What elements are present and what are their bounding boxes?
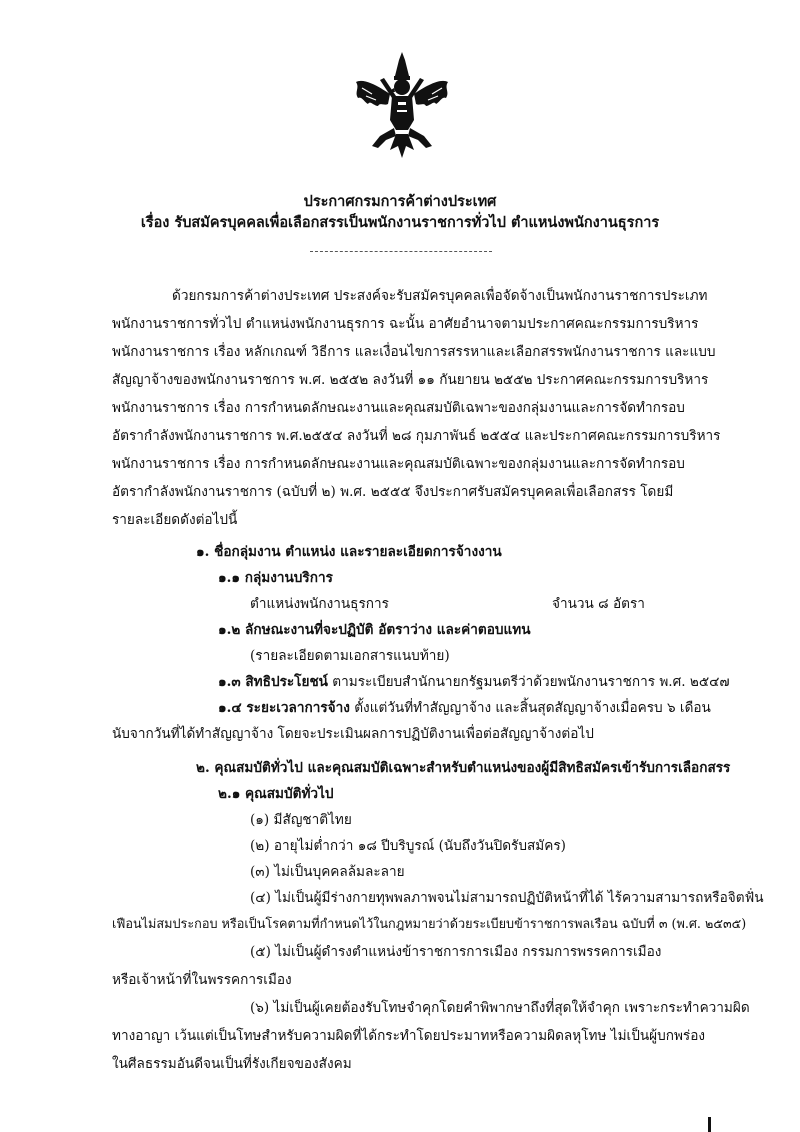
qualification-item: (๓) ไม่เป็นบุคคลล้มละลาย (250, 864, 405, 880)
intro-line: พนักงานราชการ เรื่อง การกำหนดลักษณะงานและคุณสมบัติเฉพาะของกลุ่มงานและการจัดทำกรอบ (112, 456, 685, 472)
qualification-item: (๖) ไม่เป็นผู้เคยต้องรับโทษจำคุกโดยคำพิพากษาถึงที่สุดให้จำคุก เพราะกระทำความผิด (250, 1000, 750, 1016)
intro-line: พนักงานราชการทั่วไป ตำแหน่งพนักงานธุรการ ฉะนั้น อาศัยอำนาจตามประกาศคณะกรรมการบริหาร (112, 316, 699, 332)
qualification-item: (๔) ไม่เป็นผู้มีร่างกายทุพพลภาพจนไม่สามารถปฏิบัติหน้าที่ได้ ไร้ความสามารถหรือจิตฟั่น (250, 890, 764, 906)
qualification-item-continuation: ทางอาญา เว้นแต่เป็นโทษสำหรับความผิดที่ได้กระทำโดยประมาทหรือความผิดลหุโทษ ไม่เป็นผู้บกพร่อง (112, 1028, 706, 1044)
intro-line: รายละเอียดดังต่อไปนี้ (112, 512, 238, 528)
section-1-4-line (218, 702, 711, 716)
section-2-1-heading: ๒.๑ คุณสมบัติทั่วไป (218, 786, 334, 802)
section-1-heading: ๑. ชื่อกลุ่มงาน ตำแหน่ง และรายละเอียดการจ้างงาน (196, 544, 502, 560)
qualification-item: (๕) ไม่เป็นผู้ดำรงตำแหน่งข้าราชการการเมือง กรรมการพรรคการเมือง (250, 944, 662, 960)
intro-line: พนักงานราชการ เรื่อง การกำหนดลักษณะงานและคุณสมบัติเฉพาะของกลุ่มงานและการจัดทำกรอบ (112, 400, 685, 416)
section-1-2-heading: ๑.๒ ลักษณะงานที่จะปฏิบัติ อัตราว่าง และค่าตอบแทน (218, 622, 531, 638)
announcement-subject: เรื่อง รับสมัครบุคคลเพื่อเลือกสรรเป็นพนักงานราชการทั่วไป ตำแหน่งพนักงานธุรการ (140, 214, 660, 231)
position-name: ตำแหน่งพนักงานธุรการ (250, 596, 389, 612)
section-1-3-label: ๑.๓ สิทธิประโยชน์ (218, 674, 328, 690)
title-divider (310, 251, 492, 252)
section-1-3-text: ตามระเบียบสำนักนายกรัฐมนตรีว่าด้วยพนักงานราชการ พ.ศ. ๒๕๔๗ (327, 674, 730, 690)
section-1-3-line (218, 676, 730, 690)
section-1-4-text: ตั้งแต่วันที่ทำสัญญาจ้าง และสิ้นสุดสัญญาจ้างเมื่อครบ ๖ เดือน (349, 700, 711, 716)
section-1-2-note: (รายละเอียดตามเอกสารแนบท้าย) (250, 648, 450, 664)
section-2-heading: ๒. คุณสมบัติทั่วไป และคุณสมบัติเฉพาะสำหรับตำแหน่งของผู้มีสิทธิสมัครเข้ารับการเลือกสรร (196, 760, 731, 776)
intro-line: พนักงานราชการ เรื่อง หลักเกณฑ์ วิธีการ และเงื่อนไขการสรรหาและเลือกสรรพนักงานราชการ และแบบ (112, 344, 716, 360)
intro-line: อัตรากำลังพนักงานราชการ (ฉบับที่ ๒) พ.ศ. ๒๕๕๕ จึงประกาศรับสมัครบุคคลเพื่อเลือกสรร โดยมี (112, 484, 674, 500)
qualification-item-continuation: เฟือนไม่สมประกอบ หรือเป็นโรคตามที่กำหนดไว้ในกฎหมายว่าด้วยระเบียบข้าราชการพลเรือน ฉบับที่ ๓ (พ.ศ. ๒๕๓๕) (112, 916, 747, 931)
position-quota: จำนวน ๘ อัตรา (552, 596, 645, 612)
intro-line: สัญญาจ้างของพนักงานราชการ พ.ศ. ๒๕๕๒ ลงวันที่ ๑๑ กันยายน ๒๕๕๒ ประกาศคณะกรรมการบริหาร (112, 372, 709, 388)
qualification-item-continuation: หรือเจ้าหน้าที่ในพรรคการเมือง (112, 972, 292, 988)
section-1-1-heading: ๑.๑ กลุ่มงานบริการ (218, 570, 333, 586)
intro-line: ด้วยกรมการค้าต่างประเทศ ประสงค์จะรับสมัครบุคคลเพื่อจัดจ้างเป็นพนักงานราชการประเภท (172, 288, 708, 304)
qualification-item-continuation: ในศีลธรรมอันดีจนเป็นที่รังเกียจของสังคม (112, 1056, 352, 1072)
page-edge-mark (708, 1117, 711, 1132)
section-1-4-continuation: นับจากวันที่ได้ทำสัญญาจ้าง โดยจะประเมินผลการปฏิบัติงานเพื่อต่อสัญญาจ้างต่อไป (112, 726, 594, 742)
qualification-item: (๒) อายุไม่ต่ำกว่า ๑๘ ปีบริบูรณ์ (นับถึงวันปิดรับสมัคร) (250, 838, 566, 854)
qualification-item: (๑) มีสัญชาติไทย (250, 812, 352, 828)
intro-line: อัตรากำลังพนักงานราชการ พ.ศ.๒๕๕๔ ลงวันที่ ๒๘ กุมภาพันธ์ ๒๕๕๔ และประกาศคณะกรรมการบริหาร (112, 428, 721, 444)
section-1-4-label: ๑.๔ ระยะเวลาการจ้าง (218, 700, 350, 716)
garuda-emblem-icon (350, 50, 454, 160)
announcement-title: ประกาศกรมการค้าต่างประเทศ (303, 193, 497, 210)
